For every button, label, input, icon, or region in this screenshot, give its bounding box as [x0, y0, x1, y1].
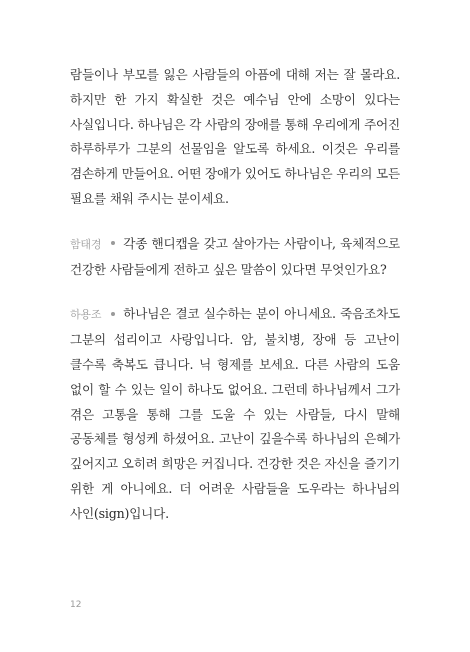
answer-paragraph-continued: [70, 63, 400, 212]
answer-text: 람들이나 부모를 잃은 사람들의 아픔에 대해 저는 잘 몰라요. 하지만 한 가지 확실한 것은 예수님 안에 소망이 있다는 사실입니다. 하나님은 각 사람의 장애를 통해 우리에게 주어진 하루하루가 그분의 선물임을 알도록 하세요. 이것은 우리를 겸손하게 만들어요. 어떤 장애가 있어도 하나님은 우리의 모든 필요를 채워 주시는 분이세요.: [70, 67, 400, 206]
question-paragraph: [70, 232, 400, 283]
interviewee-name: 하용조: [70, 308, 102, 322]
page-number: 12: [70, 600, 82, 610]
answer-paragraph: [70, 302, 400, 526]
question-text: 각종 핸디캡을 갖고 살아가는 사람이나, 육체적으로 건강한 사람들에게 전하고 싶은 말씀이 있다면 무엇인가요?: [70, 235, 400, 277]
answer-text: 하나님은 결코 실수하는 분이 아니세요. 죽음조차도 그분의 섭리이고 사랑입니다. 암, 불치병, 장애 등 고난이 클수록 축복도 큽니다. 닉 형제를 보세요. 다른 사람의 도움 없이 할 수 있는 일이 하나도 없어요. 그런데 하나님께서 그가 겪은 고통을 통해 그를 도울 수 있는 사람들, 다시 말해 공동체를 형성케 하셨어요. 고난이 깊을수록 하나님의 은혜가 깊어지고 오히려 희망은 커집니다. 건강한 것은 자신을 즐기기 위한 게 아니에요. 더 어려운 사람들을 도우라는 하나님의 사인(sign)입니다.: [70, 306, 400, 521]
interviewer-name: 함태경: [70, 237, 102, 251]
page-body: [70, 63, 400, 527]
bullet-icon: [111, 241, 115, 245]
bullet-icon: [111, 312, 115, 316]
